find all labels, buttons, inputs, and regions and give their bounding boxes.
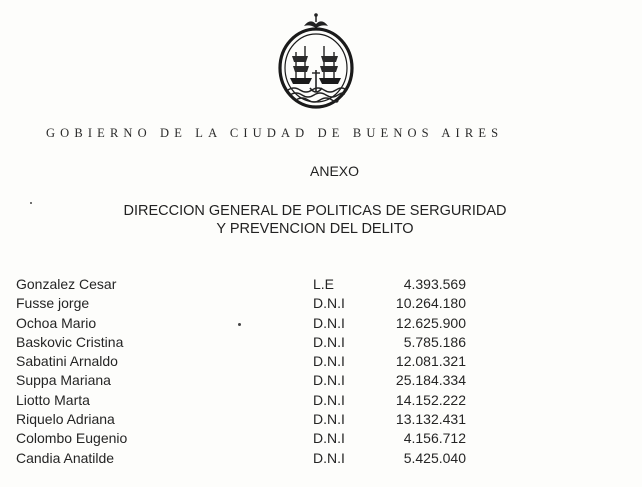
buenos-aires-city-seal-icon: [274, 12, 358, 112]
list-item: [16, 371, 476, 390]
person-doc-type: D.N.I: [313, 391, 345, 408]
person-name: Candia Anatilde: [16, 449, 115, 466]
person-doc-type: D.N.I: [313, 314, 345, 331]
person-doc-type: D.N.I: [313, 295, 345, 312]
directorate-title-line2: Y PREVENCION DEL DELITO: [216, 221, 414, 237]
person-doc-number: 5.425.040: [403, 449, 466, 466]
person-name: Ochoa Mario: [16, 314, 97, 331]
person-doc-type: D.N.I: [313, 430, 345, 447]
directorate-title: [90, 202, 540, 238]
person-doc-number: 10.264.180: [395, 295, 466, 312]
person-name: Gonzalez Cesar: [16, 276, 117, 292]
list-item: [16, 449, 476, 468]
list-item: [16, 429, 476, 448]
person-name: Suppa Mariana: [16, 372, 111, 389]
person-doc-number: 25.184.334: [395, 372, 466, 389]
annex-title: ANEXO: [310, 163, 360, 179]
person-name: Colombo Eugenio: [16, 430, 128, 447]
person-name: Sabatini Arnaldo: [16, 353, 118, 370]
list-item: [16, 352, 476, 371]
list-item: [16, 275, 476, 294]
person-doc-number: 4.156.712: [403, 430, 466, 447]
person-doc-number: 14.152.222: [395, 391, 466, 408]
person-doc-type: D.N.I: [313, 353, 345, 370]
person-doc-type: D.N.I: [313, 411, 345, 428]
person-doc-number: 13.132.431: [395, 411, 466, 428]
person-name: Riquelo Adriana: [16, 411, 115, 428]
person-doc-number: 12.625.900: [395, 314, 466, 331]
person-doc-number: 4.393.569: [403, 276, 466, 292]
list-item: [16, 391, 476, 410]
person-doc-type: L.E: [313, 276, 335, 292]
person-doc-type: D.N.I: [313, 372, 345, 389]
scan-speck: [30, 202, 32, 204]
person-doc-type: D.N.I: [313, 333, 345, 350]
person-doc-number: 12.081.321: [395, 353, 466, 370]
person-doc-number: 5.785.186: [403, 333, 466, 350]
list-item: [16, 333, 476, 352]
scan-speck: [238, 323, 241, 326]
government-header: GOBIERNO DE LA CIUDAD DE BUENOS AIRES: [46, 126, 504, 140]
person-name: Fusse jorge: [16, 295, 90, 312]
person-name: Liotto Marta: [16, 391, 90, 408]
person-name: Baskovic Cristina: [16, 333, 124, 350]
list-item: [16, 294, 476, 313]
directorate-title-line1: DIRECCION GENERAL DE POLITICAS DE SERGURIDAD: [123, 203, 507, 219]
list-item: [16, 410, 476, 429]
people-list: [16, 275, 476, 468]
person-doc-type: D.N.I: [313, 449, 345, 466]
list-item: [16, 314, 476, 333]
